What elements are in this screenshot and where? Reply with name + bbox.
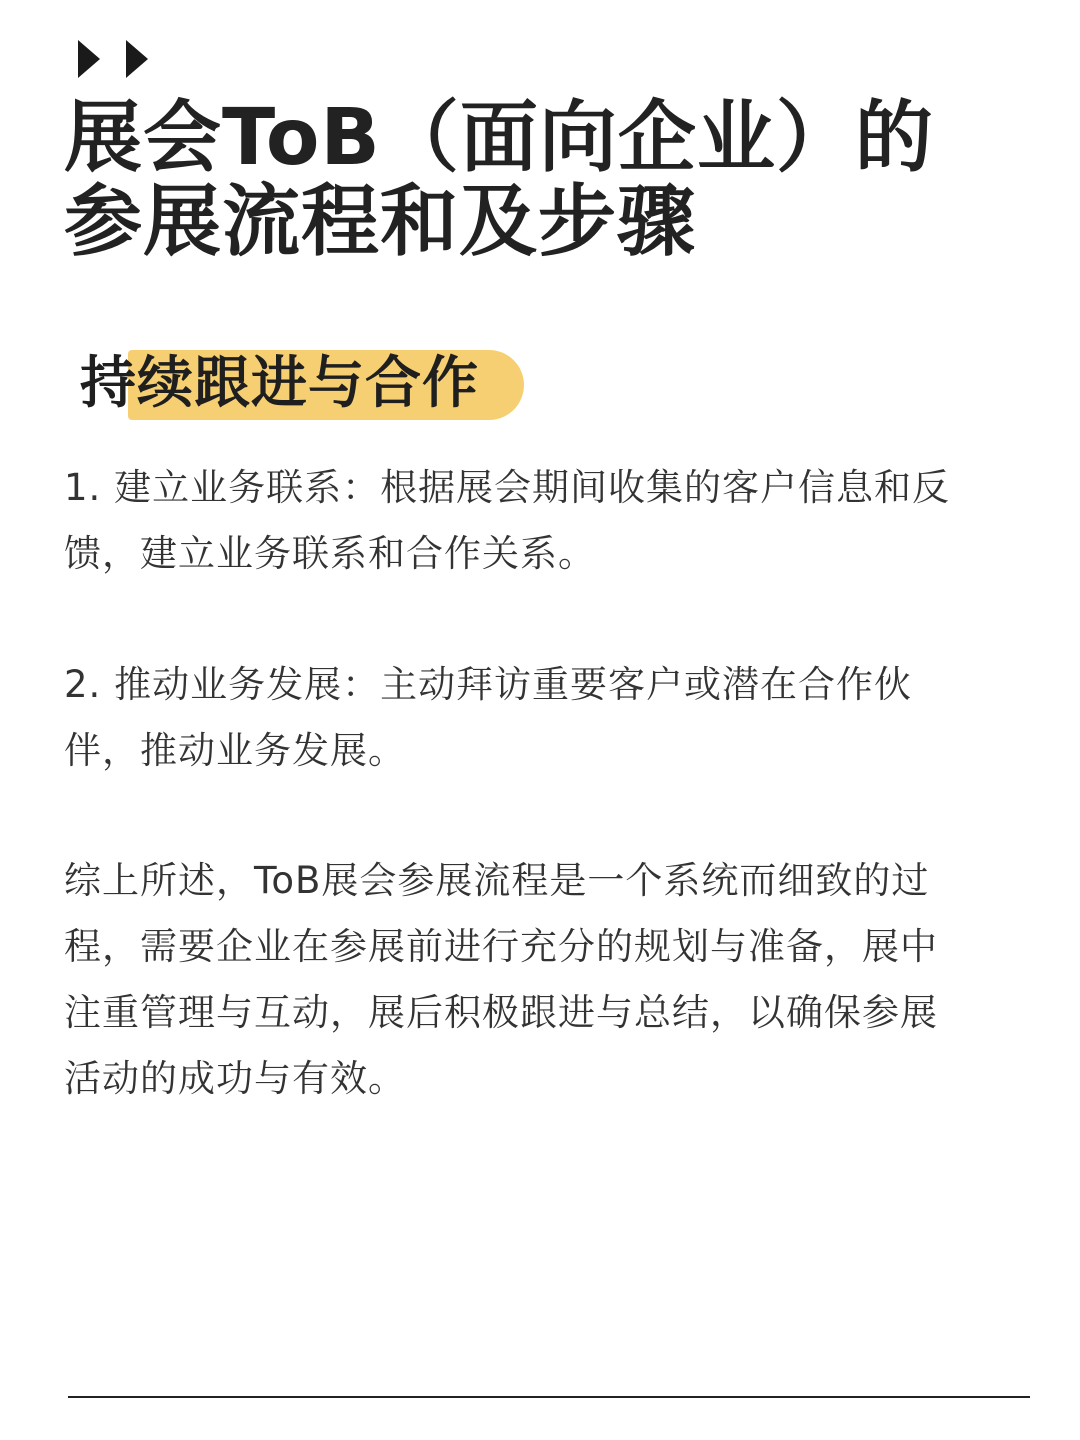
triangle-arrow-icon [78, 40, 100, 78]
title-line-1: 展会ToB（面向企业）的 [64, 93, 934, 183]
title-line-2: 参展流程和及步骤 [64, 177, 697, 267]
paragraph-item-2 [64, 652, 1034, 784]
paragraph-line: 2. 推动业务发展：主动拜访重要客户或潜在合作伙 [64, 663, 913, 706]
section-heading-text: 持续跟进与合作 [80, 351, 479, 416]
play-arrows-icon [74, 40, 164, 80]
paragraph-line: 综上所述，ToB展会参展流程是一个系统而细致的过 [64, 859, 930, 902]
triangle-arrow-icon [126, 40, 148, 78]
paragraph-line: 活动的成功与有效。 [64, 1057, 406, 1100]
paragraph-line: 注重管理与互动，展后积极跟进与总结，以确保参展 [64, 991, 938, 1034]
bottom-divider [68, 1396, 1030, 1398]
paragraph-line: 馈，建立业务联系和合作关系。 [64, 532, 596, 575]
paragraph-line: 伴，推动业务发展。 [64, 729, 406, 772]
summary-paragraph [64, 848, 1034, 1112]
page-title [64, 93, 1024, 267]
paragraph-line: 1. 建立业务联系：根据展会期间收集的客户信息和反 [64, 466, 951, 509]
section-heading [80, 340, 479, 430]
paragraph-line: 程，需要企业在参展前进行充分的规划与准备，展中 [64, 925, 938, 968]
paragraph-item-1 [64, 455, 1034, 587]
